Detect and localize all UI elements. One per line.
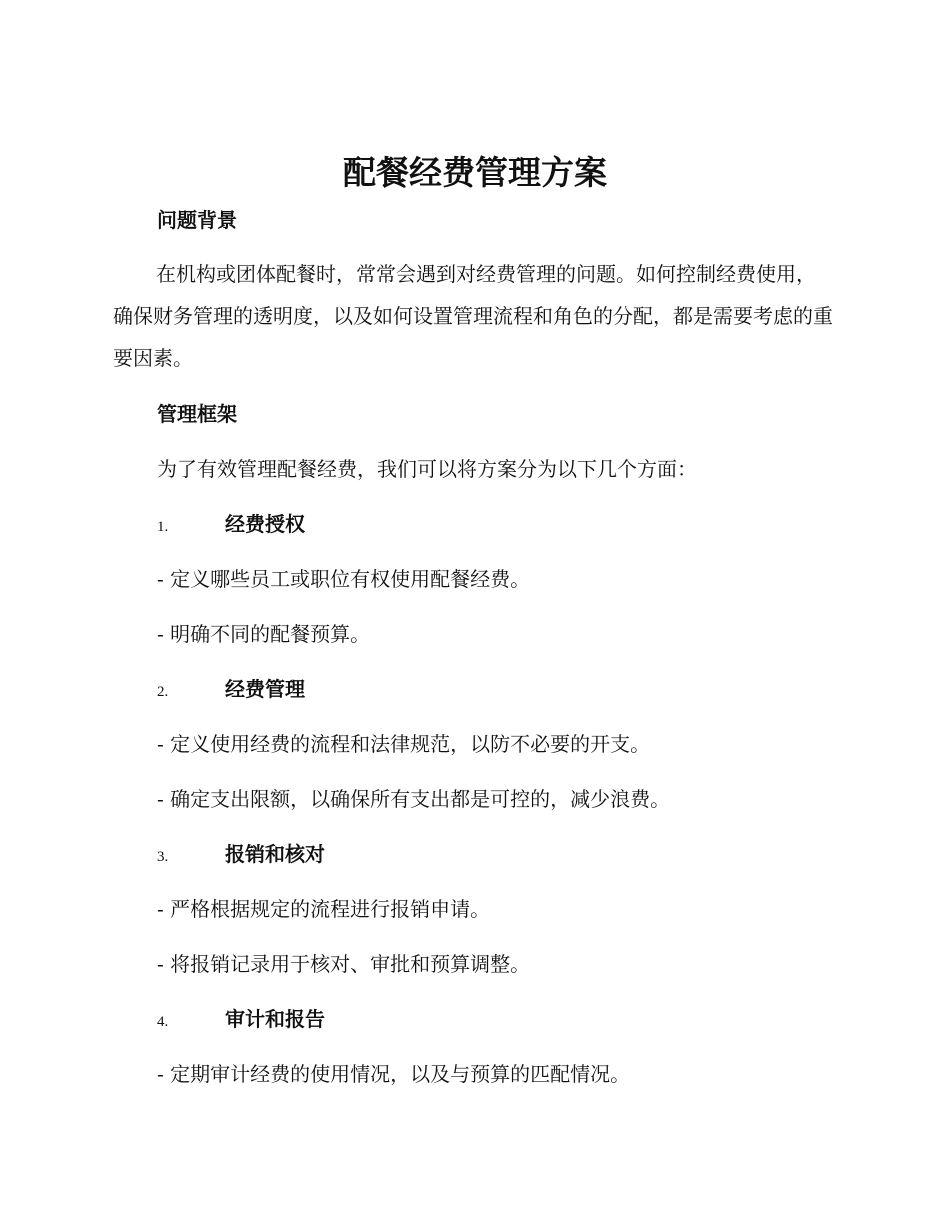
item-4-point-1: - 定期审计经费的使用情况，以及与预算的匹配情况。 <box>157 1062 631 1086</box>
item-1-point-1: - 定义哪些员工或职位有权使用配餐经费。 <box>157 567 531 591</box>
framework-intro: 为了有效管理配餐经费，我们可以将方案分为以下几个方面： <box>157 457 697 481</box>
section-heading-background: 问题背景 <box>157 208 237 232</box>
item-3-point-1: - 严格根据规定的流程进行报销申请。 <box>157 897 491 921</box>
background-paragraph: 在机构或团体配餐时，常常会遇到对经费管理的问题。如何控制经费使用，确保财务管理的透明度，以及如何设置管理流程和角色的分配，都是需要考虑的重要因素。 <box>113 262 833 370</box>
item-number: 3. <box>157 849 169 865</box>
item-number: 2. <box>157 684 169 700</box>
list-item-4 <box>157 1005 325 1033</box>
item-number: 4. <box>157 1014 169 1030</box>
item-title: 报销和核对 <box>225 842 325 866</box>
list-item-3 <box>157 840 325 868</box>
item-title: 经费管理 <box>225 677 305 701</box>
item-title: 经费授权 <box>225 512 305 536</box>
item-title: 审计和报告 <box>225 1007 325 1031</box>
item-2-point-1: - 定义使用经费的流程和法律规范，以防不必要的开支。 <box>157 732 651 756</box>
document-title: 配餐经费管理方案 <box>343 153 607 192</box>
item-3-point-2: - 将报销记录用于核对、审批和预算调整。 <box>157 952 531 976</box>
item-1-point-2: - 明确不同的配餐预算。 <box>157 622 371 646</box>
list-item-1 <box>157 510 305 538</box>
item-2-point-2: - 确定支出限额，以确保所有支出都是可控的，减少浪费。 <box>157 787 671 811</box>
item-number: 1. <box>157 519 169 535</box>
section-heading-framework: 管理框架 <box>157 402 237 426</box>
list-item-2 <box>157 675 305 703</box>
